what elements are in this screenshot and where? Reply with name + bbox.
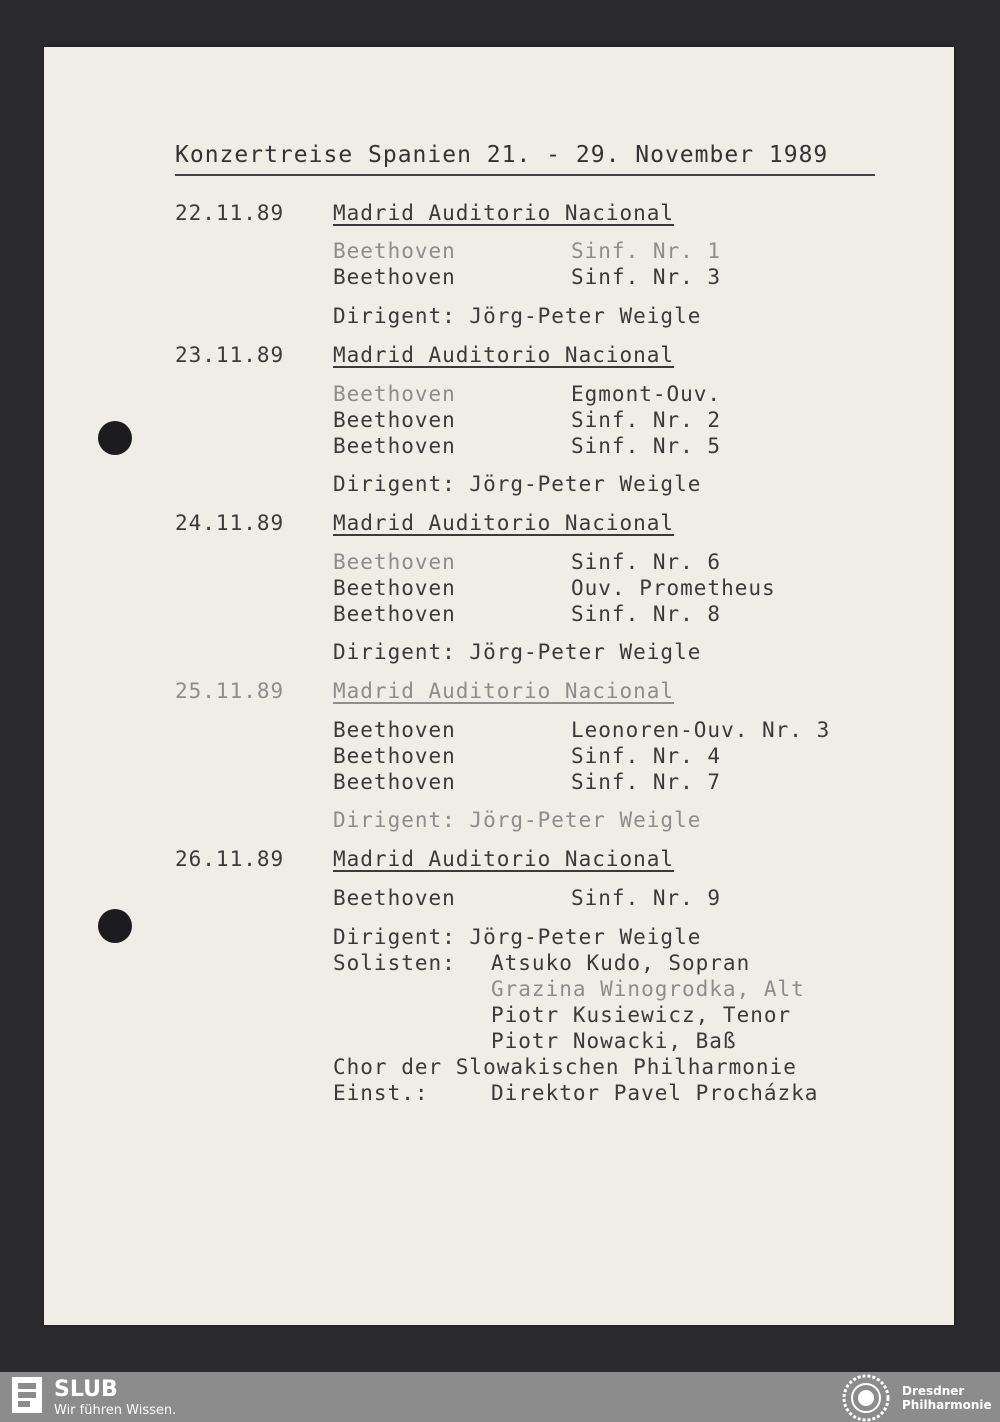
concert-venue: Madrid Auditorio Nacional [333,511,675,535]
philharmonie-name-line2: Philharmonie [902,1398,992,1412]
slub-name: SLUB [54,1377,118,1402]
rehearsal-director: Direktor Pavel Procházka [491,1081,819,1105]
program-work: Sinf. Nr. 4 [571,744,722,768]
soloist: Atsuko Kudo, Sopran [491,951,751,975]
program-composer: Beethoven [333,770,456,794]
program-composer: Beethoven [333,744,456,768]
concert-conductor: Dirigent: Jörg-Peter Weigle [333,640,702,664]
soloist: Piotr Kusiewicz, Tenor [491,1003,792,1027]
philharmonie-name [902,1384,992,1412]
program-composer: Beethoven [333,434,456,458]
program-work: Sinf. Nr. 5 [571,434,722,458]
program-work: Sinf. Nr. 8 [571,602,722,626]
program-work: Sinf. Nr. 9 [571,886,722,910]
concert-venue: Madrid Auditorio Nacional [333,343,675,367]
concert-date: 23.11.89 [175,343,285,367]
program-work: Sinf. Nr. 6 [571,550,722,574]
punch-hole [98,421,132,455]
program-composer: Beethoven [333,265,456,289]
concert-conductor: Dirigent: Jörg-Peter Weigle [333,304,702,328]
document-page [44,47,954,1325]
page-title: Konzertreise Spanien 21. - 29. November 1989 [175,142,829,168]
slub-logo-icon [12,1377,42,1413]
program-work: Sinf. Nr. 1 [571,239,722,263]
choir: Chor der Slowakischen Philharmonie [333,1055,797,1079]
concert-date: 24.11.89 [175,511,285,535]
program-work: Leonoren-Ouv. Nr. 3 [571,718,831,742]
title-underline [175,174,875,176]
rehearsal-label: Einst.: [333,1081,429,1105]
soloist: Grazina Winogrodka, Alt [491,977,805,1001]
concert-conductor: Dirigent: Jörg-Peter Weigle [333,925,702,949]
concert-venue: Madrid Auditorio Nacional [333,679,675,703]
program-composer: Beethoven [333,602,456,626]
philharmonie-name-line1: Dresdner [902,1384,965,1398]
program-work: Sinf. Nr. 2 [571,408,722,432]
program-work: Ouv. Prometheus [571,576,776,600]
concert-date: 26.11.89 [175,847,285,871]
concert-venue: Madrid Auditorio Nacional [333,847,675,871]
philharmonie-logo-icon [842,1374,890,1422]
soloists-label: Solisten: [333,951,456,975]
program-composer: Beethoven [333,382,456,406]
program-work: Egmont-Ouv. [571,382,722,406]
program-work: Sinf. Nr. 3 [571,265,722,289]
concert-conductor: Dirigent: Jörg-Peter Weigle [333,472,702,496]
program-composer: Beethoven [333,239,456,263]
punch-hole [98,909,132,943]
concert-date: 22.11.89 [175,201,285,225]
program-composer: Beethoven [333,408,456,432]
program-composer: Beethoven [333,576,456,600]
program-work: Sinf. Nr. 7 [571,770,722,794]
program-composer: Beethoven [333,550,456,574]
slub-tagline: Wir führen Wissen. [54,1403,177,1418]
soloist: Piotr Nowacki, Baß [491,1029,737,1053]
concert-conductor: Dirigent: Jörg-Peter Weigle [333,808,702,832]
program-composer: Beethoven [333,718,456,742]
concert-venue: Madrid Auditorio Nacional [333,201,675,225]
concert-date: 25.11.89 [175,679,285,703]
program-composer: Beethoven [333,886,456,910]
